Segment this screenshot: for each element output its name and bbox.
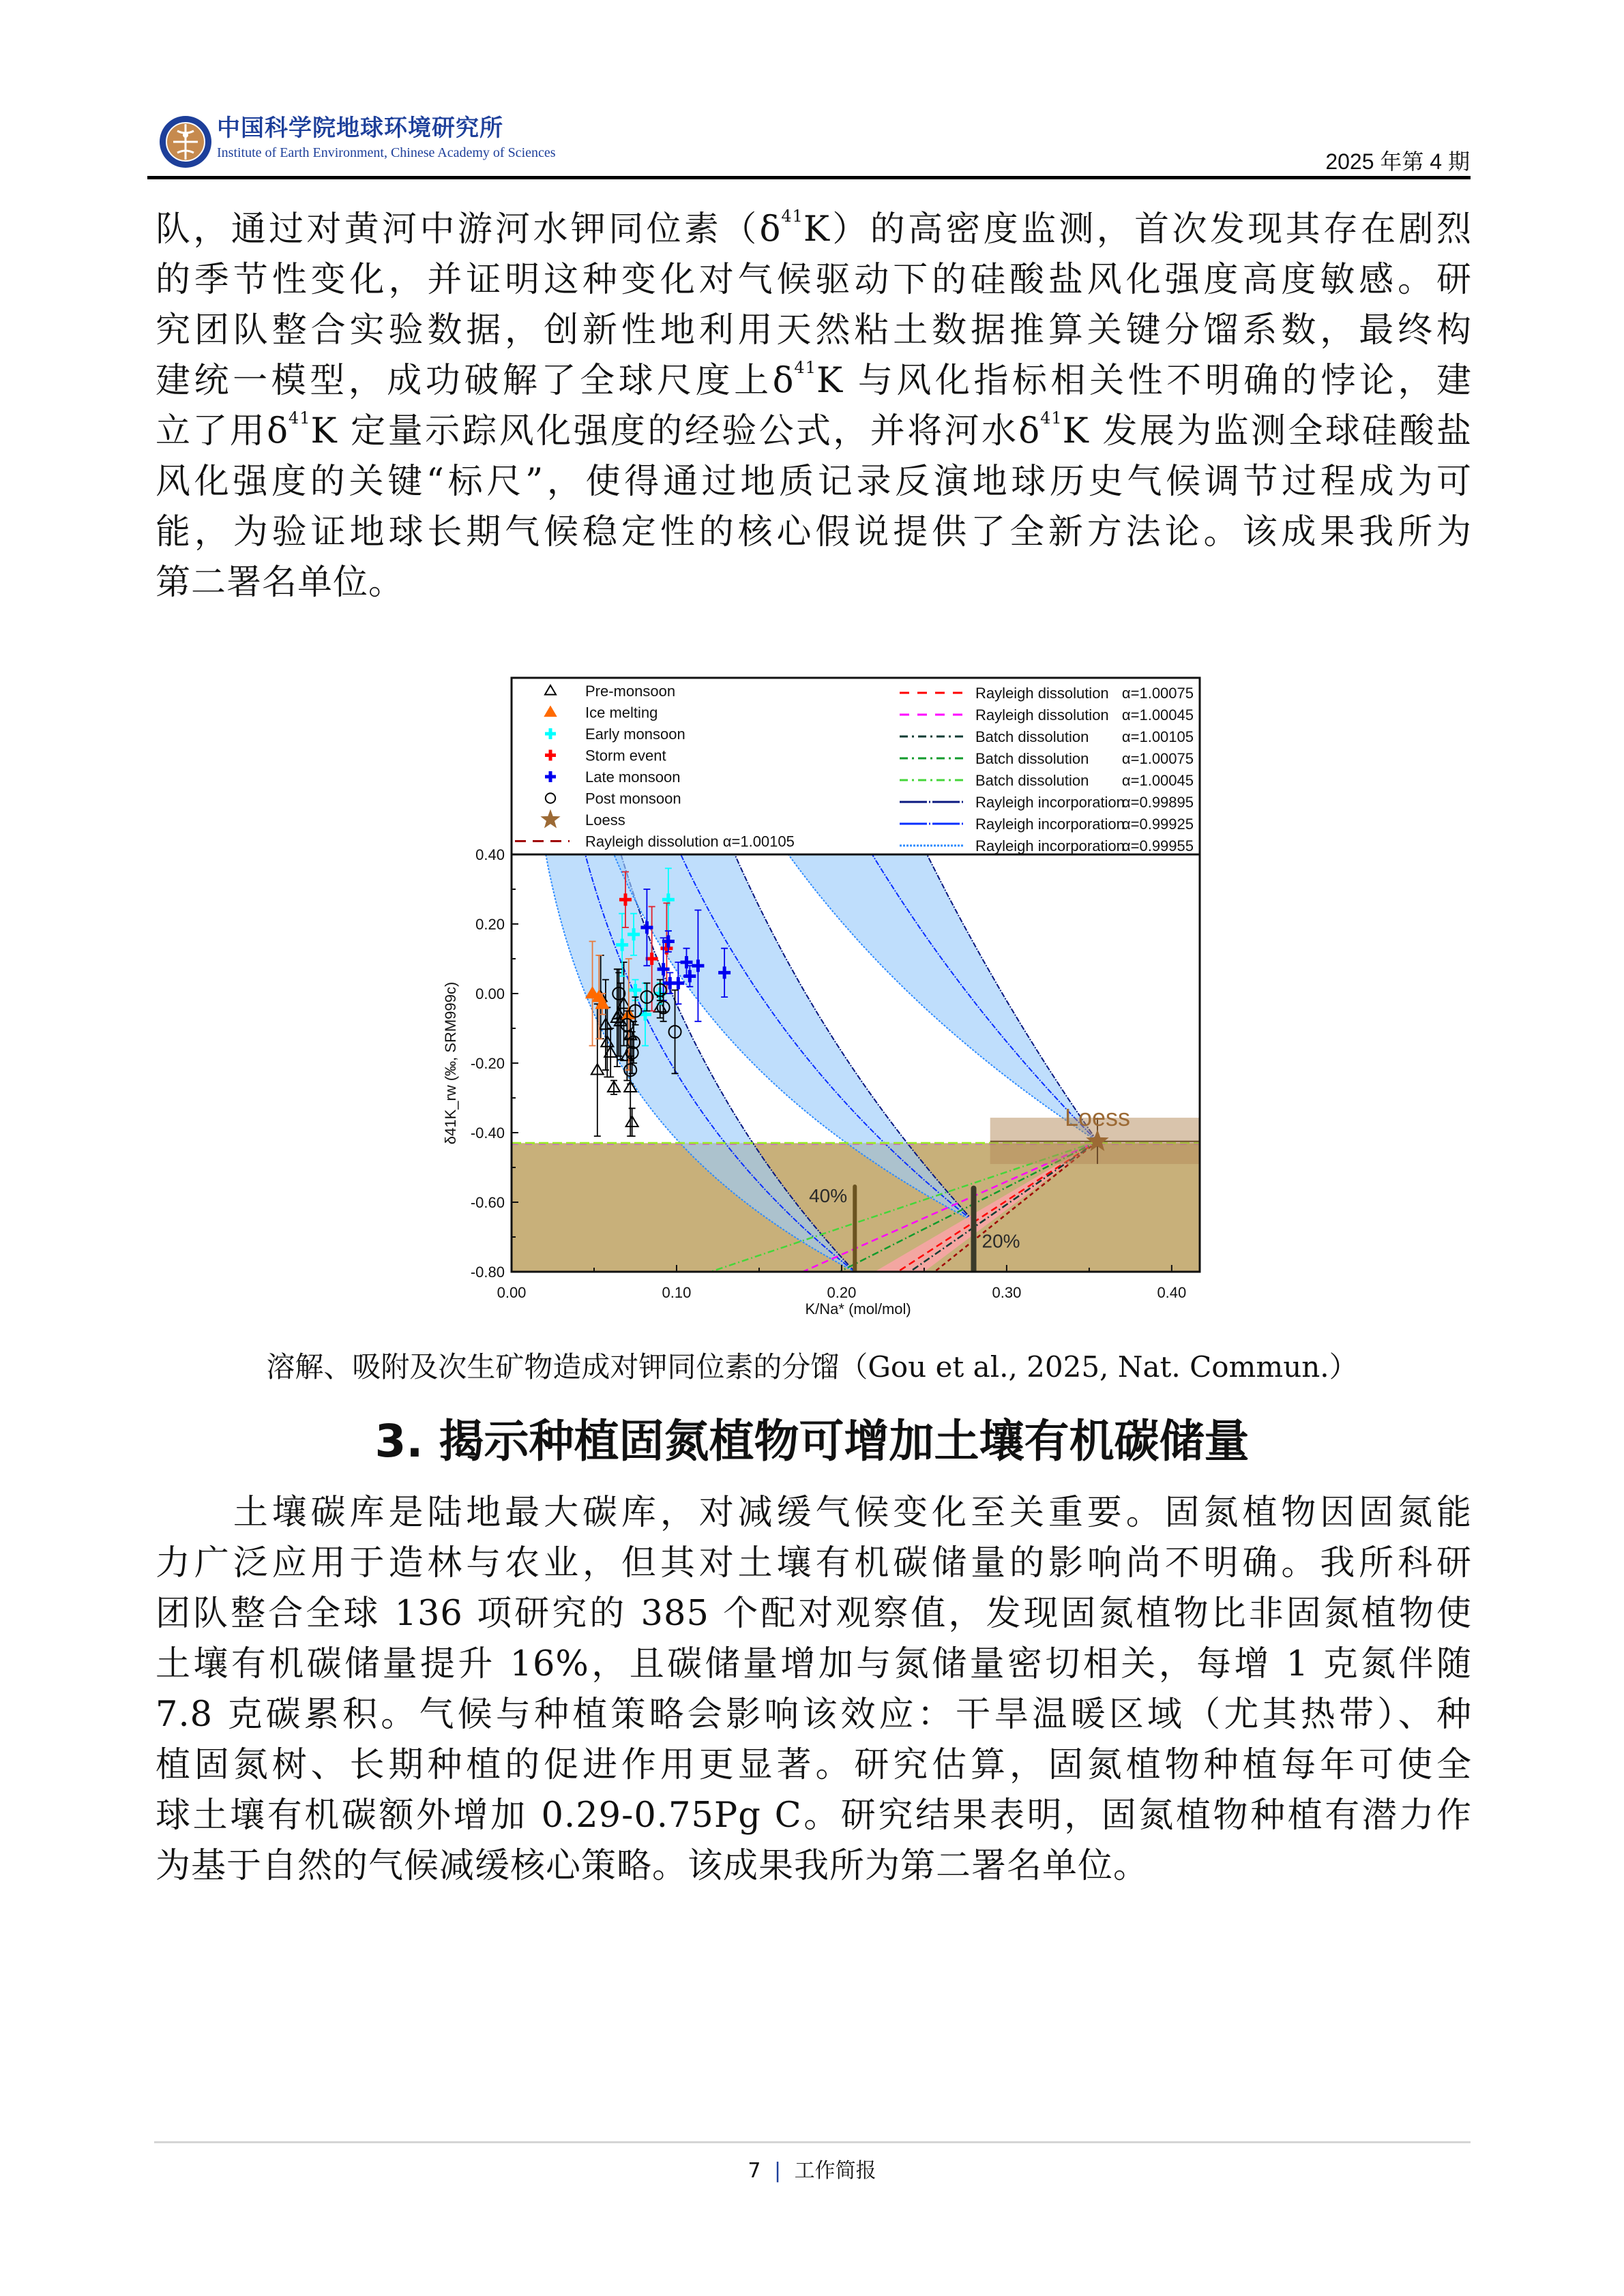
text-line — [156, 1791, 1472, 1841]
isotope-superscript: 41 — [1040, 408, 1063, 428]
legend-line-label: Rayleigh dissolution — [975, 706, 1109, 724]
legend-line-label: Rayleigh dissolution — [975, 685, 1109, 702]
legend-line-label: Batch dissolution — [975, 728, 1089, 745]
footer-divider — [154, 2141, 1471, 2143]
text-line — [156, 255, 1472, 305]
plus-marker — [545, 750, 556, 761]
y-tick-label: -0.40 — [470, 1124, 505, 1142]
text-run: 队，通过对黄河中游河水钾同位素（δ — [156, 209, 782, 250]
x-tick-label: 0.30 — [992, 1284, 1022, 1301]
text-run: 为基于自然的气候减缓核心策略。该成果我所为第二署名单位。 — [156, 1846, 1149, 1886]
text-run: 团队整合全球 136 项研究的 385 个配对观察值，发现固氮植物比非固氮植物使 — [156, 1594, 1472, 1634]
legend-label: Late monsoon — [585, 769, 681, 786]
isotope-superscript: 41 — [794, 358, 816, 377]
legend-line-alpha: α=1.00045 — [1121, 706, 1194, 724]
institute-name-cn: 中国科学院地球环境研究所 — [217, 115, 503, 142]
text-run: K 与风化指标相关性不明确的悖论，建 — [816, 361, 1472, 401]
text-run: 球土壤有机碳额外增加 0.29-0.75Pg C。研究结果表明，固氮植物种植有潜力作 — [156, 1795, 1472, 1836]
star-marker — [540, 809, 560, 829]
text-line — [156, 1690, 1472, 1740]
section2-body — [156, 205, 1472, 608]
text-run: 第二署名单位。 — [156, 563, 404, 603]
y-tick-label: 0.40 — [475, 846, 505, 863]
legend-line-alpha: α=0.99895 — [1121, 794, 1194, 811]
legend-label: Post monsoon — [585, 790, 681, 807]
error-bar — [629, 1108, 636, 1136]
text-run: 植固氮树、长期种植的促进作用更显著。研究估算，固氮植物种植每年可使全 — [156, 1745, 1472, 1785]
section3-body — [156, 1488, 1472, 1892]
text-line — [156, 1538, 1472, 1589]
text-run: 土壤有机碳储量提升 16%，且碳储量增加与氮储量密切相关，每增 1 克氮伴随 — [156, 1644, 1472, 1684]
text-line — [156, 1841, 1472, 1892]
annotation-label: 40% — [809, 1185, 848, 1206]
legend-label: Ice melting — [585, 704, 658, 721]
plus-marker — [545, 728, 556, 739]
incorporation-band — [528, 0, 973, 1221]
text-line — [156, 507, 1472, 558]
footer-separator: | — [773, 2159, 782, 2183]
text-run: 建统一模型，成功破解了全球尺度上δ — [156, 361, 795, 401]
circle-marker — [546, 793, 555, 803]
legend-label: Storm event — [585, 747, 666, 764]
annotation-label: Loess — [1064, 1103, 1131, 1131]
legend-line-label: Batch dissolution — [975, 772, 1089, 789]
text-line — [156, 1740, 1472, 1791]
legend-label: Early monsoon — [585, 726, 685, 743]
text-line — [156, 205, 1472, 255]
x-axis-label: K/Na* (mol/mol) — [805, 1300, 911, 1317]
y-tick-label: -0.20 — [470, 1055, 505, 1072]
x-tick-label: 0.20 — [827, 1284, 857, 1301]
legend-line-label: Batch dissolution — [975, 750, 1089, 767]
text-line — [156, 1488, 1472, 1538]
text-run: K）的高密度监测，首次发现其存在剧烈 — [803, 209, 1472, 250]
triangle-marker — [545, 685, 556, 695]
x-tick-label: 0.00 — [497, 1284, 527, 1301]
text-line — [156, 356, 1472, 406]
header-divider — [147, 176, 1471, 179]
text-line — [156, 406, 1472, 457]
institute-name-en: Institute of Earth Environment, Chinese Academy of Sciences — [217, 145, 556, 160]
legend-line-label: Rayleigh incorporation — [975, 794, 1125, 811]
text-run: 立了用δ — [156, 411, 289, 451]
y-tick-label: 0.00 — [475, 985, 505, 1002]
x-tick-label: 0.10 — [662, 1284, 692, 1301]
y-tick-label: 0.20 — [475, 916, 505, 933]
text-run: 力广泛应用于造林与农业，但其对土壤有机碳储量的影响尚不明确。我所科研 — [156, 1543, 1472, 1583]
footer-title: 工作简报 — [794, 2159, 876, 2183]
chart-svg — [442, 676, 1214, 1317]
legend-line-alpha: α=0.99955 — [1121, 837, 1194, 854]
legend-label: Loess — [585, 811, 625, 829]
text-run: 风化强度的关键“标尺”，使得通过地质记录反演地球历史气候调节过程成为可 — [156, 462, 1472, 502]
legend-line-alpha: α=0.99925 — [1121, 816, 1194, 833]
figure-k-isotope-chart — [442, 676, 1214, 1317]
isotope-superscript: 41 — [781, 207, 803, 226]
institute-logo-icon — [158, 115, 213, 169]
figure-caption: 溶解、吸附及次生矿物造成对钾同位素的分馏（Gou et al., 2025, Nat. Commun.） — [266, 1350, 1358, 1384]
legend-line-alpha: α=1.00105 — [1121, 728, 1194, 745]
legend-line-label: Rayleigh incorporation — [975, 816, 1125, 833]
plus-marker — [545, 771, 556, 782]
text-line — [156, 305, 1472, 356]
page-number: 7 — [748, 2159, 761, 2183]
issue-label: 2025 年第 4 期 — [1325, 149, 1470, 174]
text-line — [156, 558, 1472, 608]
legend-label: Pre-monsoon — [585, 683, 676, 700]
text-run: 能，为验证地球长期气候稳定性的核心假说提供了全新方法论。该成果我所为 — [156, 512, 1472, 552]
text-run: 7.8 克碳累积。气候与种植策略会影响该效应：干旱温暖区域（尤其热带）、种 — [156, 1695, 1472, 1735]
annotation-label: 20% — [981, 1230, 1020, 1252]
legend-line-alpha: α=1.00075 — [1121, 685, 1194, 702]
text-line — [156, 1639, 1472, 1690]
text-run: 的季节性变化，并证明这种变化对气候驱动下的硅酸盐风化强度高度敏感。研 — [156, 260, 1472, 300]
legend-line-alpha: α=1.00075 — [1121, 750, 1194, 767]
text-line — [156, 1589, 1472, 1639]
y-tick-label: -0.60 — [470, 1194, 505, 1211]
x-tick-label: 0.40 — [1157, 1284, 1187, 1301]
legend-line-label: Rayleigh incorporation — [975, 837, 1125, 854]
y-axis-label: δ41K_rw (‰, SRM999c) — [442, 981, 459, 1145]
triangle-marker — [545, 707, 556, 717]
text-run: 土壤碳库是陆地最大碳库，对减缓气候变化至关重要。固氮植物因固氮能 — [156, 1493, 1472, 1533]
text-run: 究团队整合实验数据，创新性地利用天然粘土数据推算关键分馏系数，最终构 — [156, 310, 1472, 351]
text-line — [156, 457, 1472, 507]
y-tick-label: -0.80 — [470, 1264, 505, 1281]
section-title: 3. 揭示种植固氮植物可增加土壤有机碳储量 — [374, 1415, 1250, 1467]
legend-line-alpha: α=1.00045 — [1121, 772, 1194, 789]
isotope-superscript: 41 — [288, 408, 311, 428]
text-run: K 定量示踪风化强度的经验公式，并将河水δ — [310, 411, 1041, 451]
text-run: K 发展为监测全球硅酸盐 — [1062, 411, 1472, 451]
page-footer — [0, 2153, 1624, 2183]
legend-label: Rayleigh dissolution α=1.00105 — [585, 833, 795, 850]
